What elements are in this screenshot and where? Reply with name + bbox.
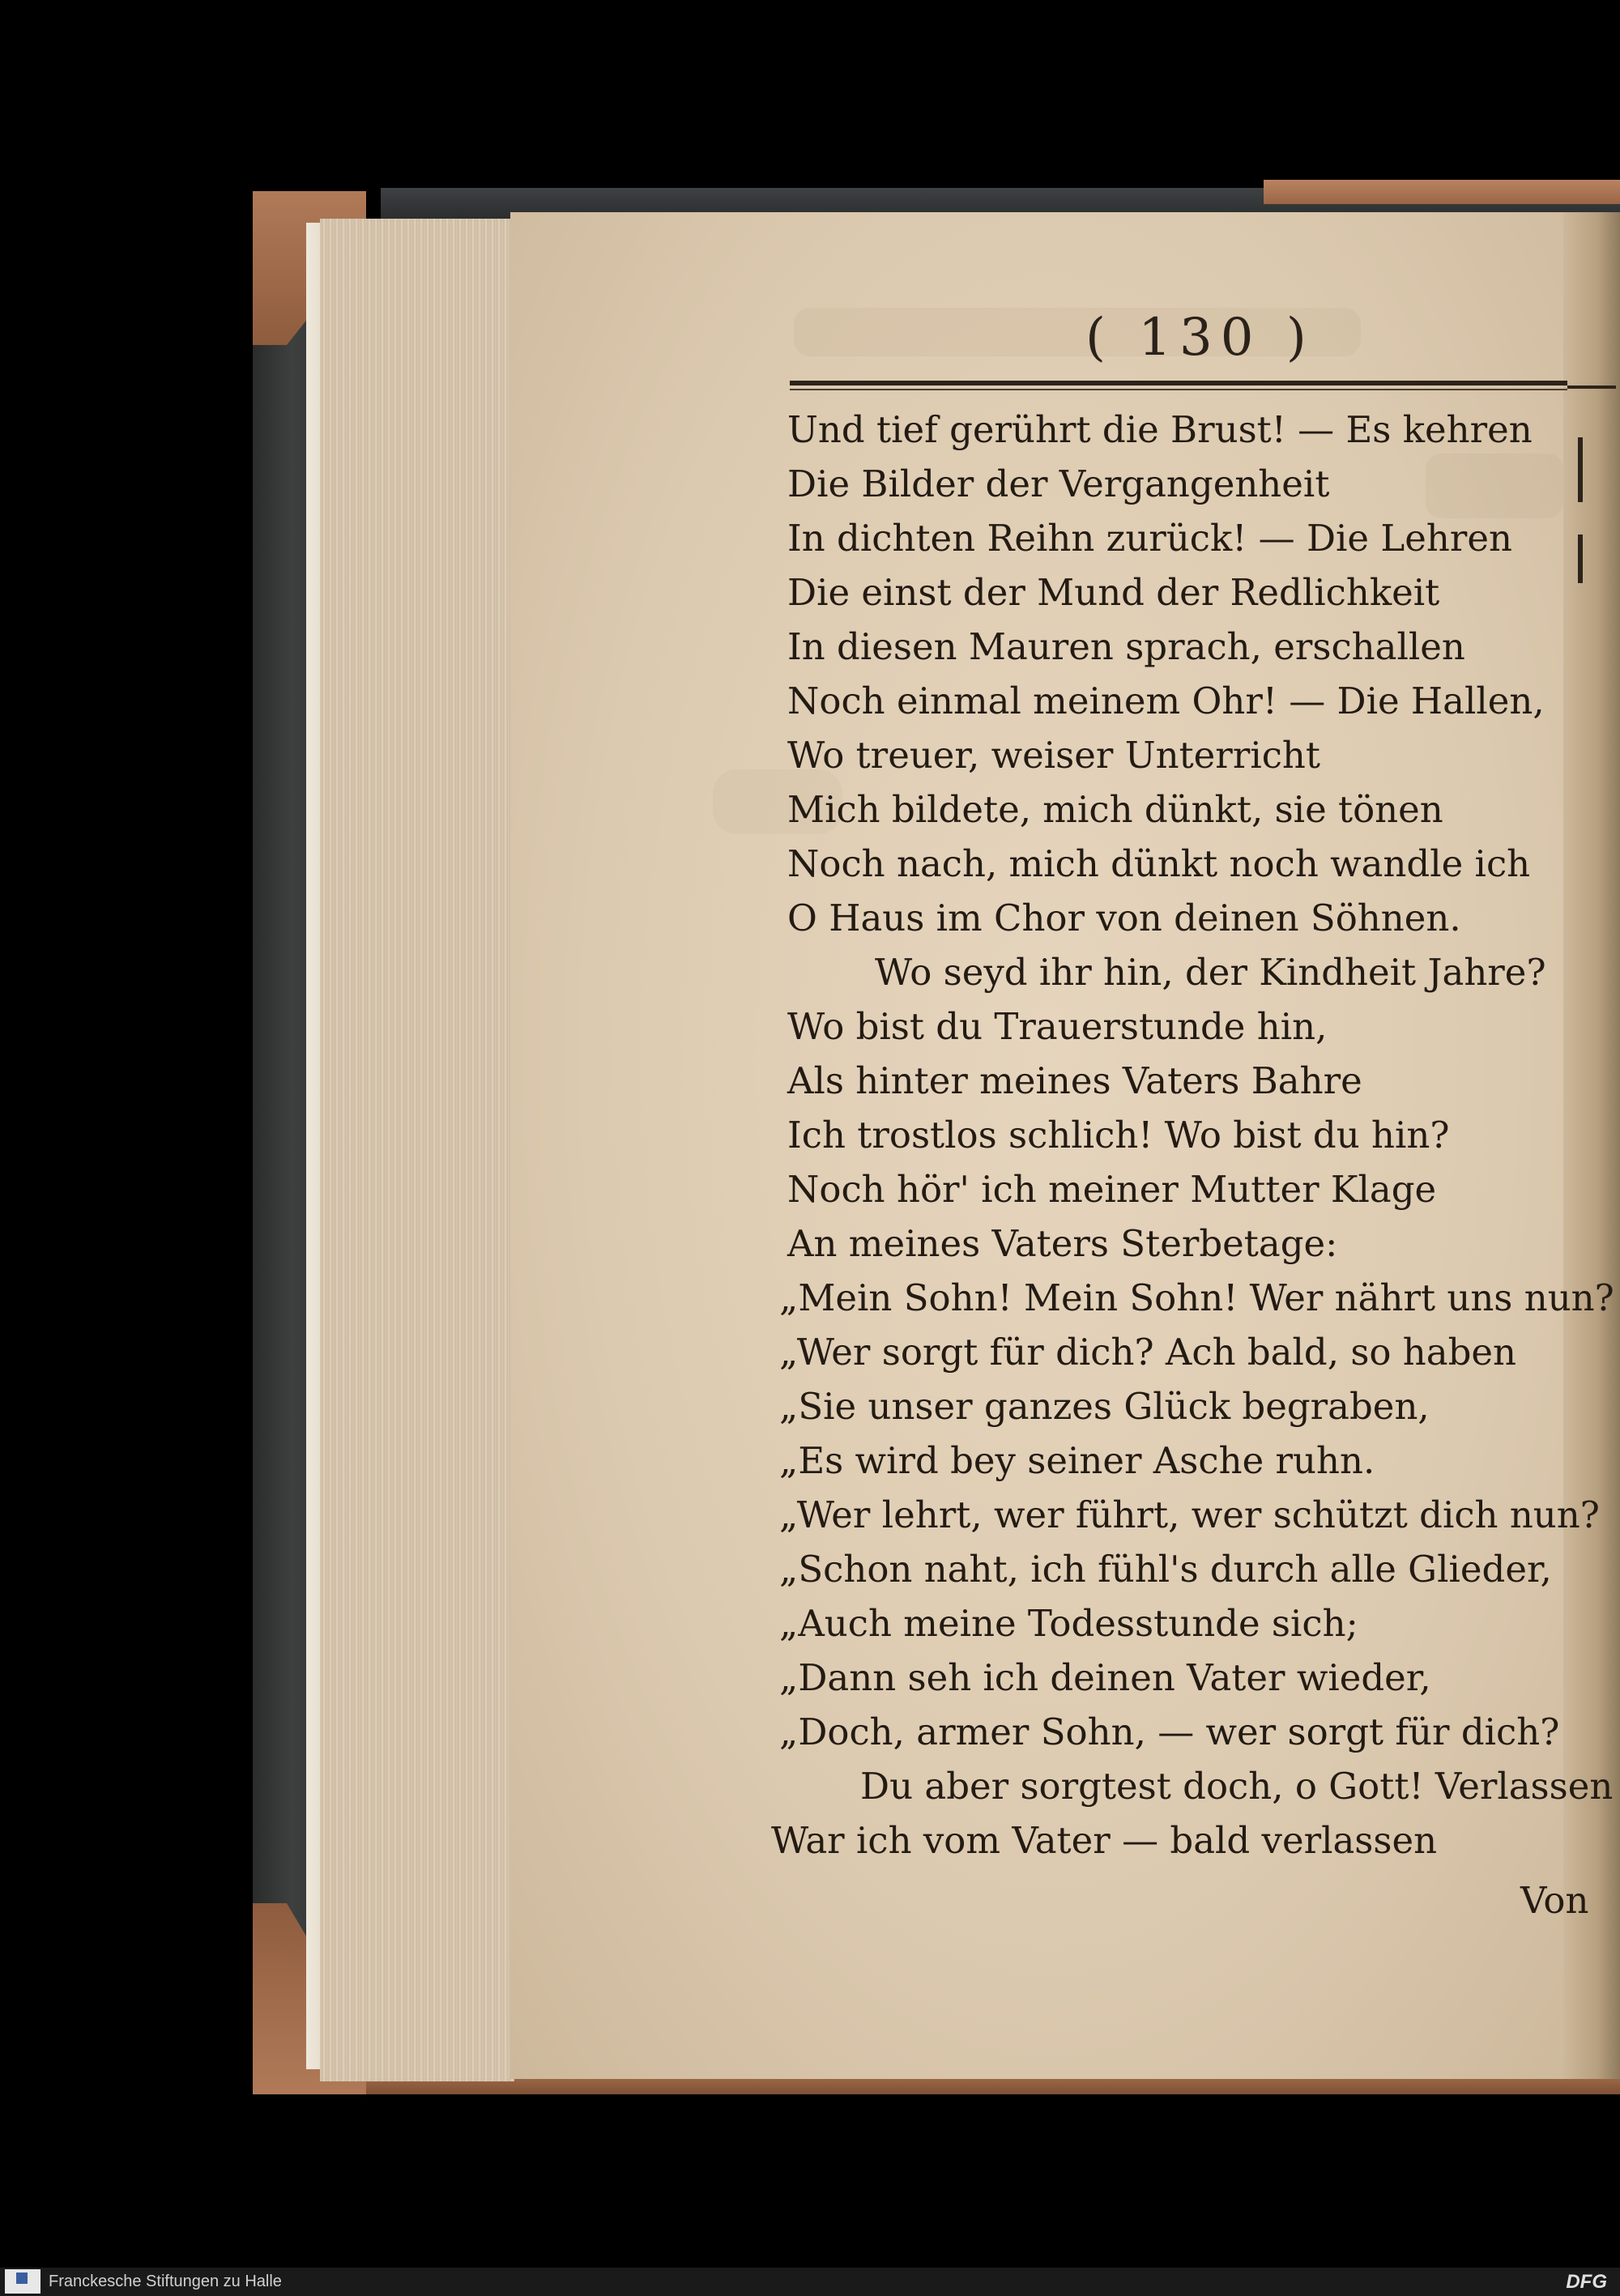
poem-line: „Es wird bey seiner Asche ruhn. (779, 1439, 1375, 1482)
poem-line: „Mein Sohn! Mein Sohn! Wer nährt uns nun? (779, 1276, 1614, 1319)
poem-line: „Schon naht, ich fühl's durch alle Glieder, (779, 1548, 1552, 1591)
poem-line: Und tief gerührt die Brust! — Es kehren (787, 408, 1533, 451)
catchword: Von (1520, 1879, 1589, 1922)
poem-line: „Wer lehrt, wer führt, wer schützt dich nun? (779, 1493, 1600, 1536)
header-rule-extension (1567, 386, 1616, 389)
poem-line: „Sie unser ganzes Glück begraben, (779, 1385, 1430, 1428)
poem-line: Noch einmal meinem Ohr! — Die Hallen, (787, 679, 1545, 722)
dfg-logo: DFG (1566, 2271, 1607, 2293)
poem-line: „Auch meine Todesstunde sich; (779, 1602, 1358, 1645)
poem-line: Ich trostlos schlich! Wo bist du hin? (787, 1114, 1450, 1157)
poem-line: Die einst der Mund der Redlichkeit (787, 571, 1440, 614)
poem-line: „Wer sorgt für dich? Ach bald, so haben (779, 1331, 1517, 1374)
page-stack (320, 219, 514, 2081)
header-rule-thin (790, 389, 1567, 390)
poem-line: Als hinter meines Vaters Bahre (787, 1059, 1362, 1102)
poem-line: Noch hör' ich meiner Mutter Klage (787, 1168, 1437, 1211)
poem-line: In dichten Reihn zurück! — Die Lehren (787, 517, 1512, 560)
institution-logo-mark-icon (16, 2273, 28, 2284)
poem-line-indented: Du aber sorgtest doch, o Gott! Verlassen (860, 1765, 1614, 1808)
margin-mark (1578, 535, 1583, 583)
poem-line: „Doch, armer Sohn, — wer sorgt für dich? (779, 1710, 1560, 1753)
poem-line: In diesen Mauren sprach, erschallen (787, 625, 1465, 668)
poem-line: „Dann seh ich deinen Vater wieder, (779, 1656, 1431, 1699)
poem-line: Wo bist du Trauerstunde hin, (787, 1005, 1328, 1048)
poem-line: Wo treuer, weiser Unterricht (787, 734, 1320, 777)
poem-line: Die Bilder der Vergangenheit (787, 462, 1330, 505)
poem-line: O Haus im Chor von deinen Söhnen. (787, 897, 1461, 939)
poem-line: Noch nach, mich dünkt noch wandle ich (787, 842, 1531, 885)
page-number-header: ( 130 ) (1085, 308, 1315, 368)
poem-line: Mich bildete, mich dünkt, sie tönen (787, 788, 1443, 831)
footer-institution-text: Franckesche Stiftungen zu Halle (49, 2273, 282, 2290)
header-rule (790, 381, 1567, 386)
bleed-through-shadow (1426, 454, 1563, 518)
book-cover-leather-corner-top-right (1264, 180, 1620, 204)
margin-mark (1578, 437, 1583, 502)
poem-line: War ich vom Vater — bald verlassen (771, 1819, 1438, 1862)
poem-line: An meines Vaters Sterbetage: (787, 1222, 1338, 1265)
poem-line-indented: Wo seyd ihr hin, der Kindheit Jahre? (875, 951, 1546, 994)
